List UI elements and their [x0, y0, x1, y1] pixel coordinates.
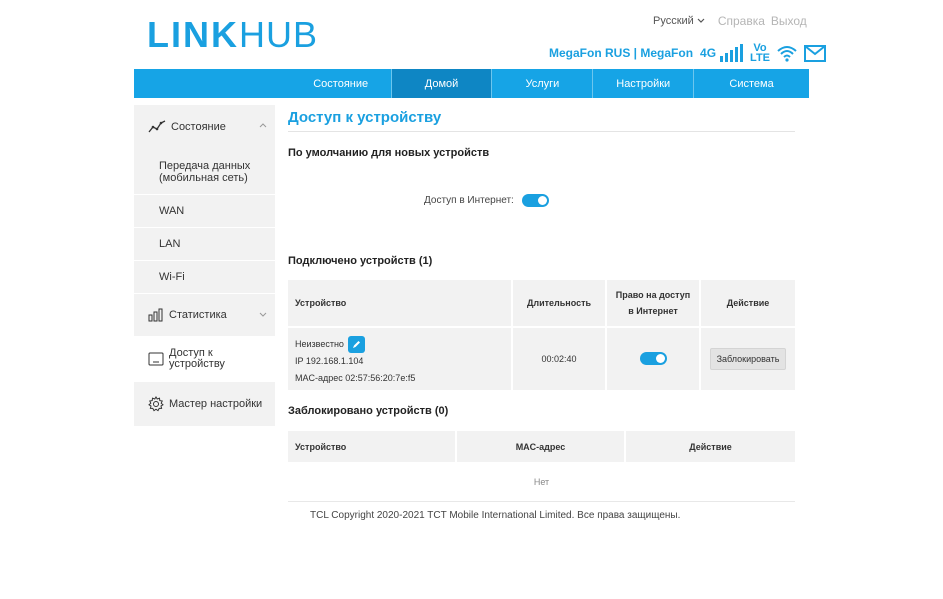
internet-access-label: Доступ в Интернет:: [424, 195, 514, 206]
tab-services[interactable]: Услуги: [492, 69, 593, 98]
blocked-empty: Нет: [288, 462, 795, 502]
trend-line-icon: [148, 120, 166, 134]
col-mac: MAC-адрес: [457, 431, 626, 462]
signal-strength-icon: [720, 44, 745, 62]
language-select[interactable]: [653, 15, 705, 27]
sidebar-item-label: Статистика: [169, 309, 227, 321]
col-device: Устройство: [288, 431, 457, 462]
page-title: Доступ к устройству: [288, 105, 795, 132]
col-action: Действие: [701, 280, 795, 326]
sidebar-item-setup-wizard[interactable]: [134, 382, 275, 426]
blocked-section-title: Заблокировано устройств (0): [288, 405, 449, 417]
blocked-devices-table: [288, 431, 795, 502]
chevron-down-icon: [259, 312, 267, 317]
bar-chart-icon: [148, 308, 164, 322]
wifi-icon: [776, 44, 798, 62]
sidebar-item-label: Мастер настройки: [169, 398, 263, 410]
sidebar: [134, 105, 275, 426]
device-duration: 00:02:40: [513, 326, 607, 390]
logo-thin: HUB: [239, 14, 319, 55]
tab-status[interactable]: Состояние: [291, 69, 392, 98]
footer-copyright: TCL Copyright 2020-2021 TCT Mobile International Limited. Все права защищены.: [310, 510, 681, 521]
sidebar-subitem-lan[interactable]: LAN: [134, 227, 275, 260]
help-link[interactable]: Справка: [717, 14, 765, 28]
tab-settings[interactable]: Настройки: [593, 69, 694, 98]
blocked-devices-table-wrap: [288, 431, 795, 502]
default-section-title: По умолчанию для новых устройств: [288, 147, 490, 159]
connected-devices-table-wrap: [288, 280, 795, 390]
sidebar-item-device-access[interactable]: [134, 336, 275, 382]
sidebar-item-status[interactable]: [134, 105, 275, 149]
internet-access-row: [424, 194, 549, 207]
language-label: Русский: [653, 15, 694, 27]
sidebar-item-statistics[interactable]: [134, 294, 275, 336]
operator-name: MegaFon RUS | MegaFon: [549, 46, 694, 60]
col-duration: Длительность: [513, 280, 607, 326]
top-links: [653, 14, 807, 28]
linkhub-logo: [147, 15, 318, 55]
table-row: [288, 462, 795, 502]
edit-pencil-icon[interactable]: [348, 336, 365, 353]
network-type: 4G: [700, 46, 717, 60]
chevron-down-icon: [697, 18, 705, 24]
device-mac: MAC-адрес 02:57:56:20:7e:f5: [295, 372, 416, 383]
block-device-button[interactable]: Заблокировать: [710, 348, 787, 370]
connected-section-title: Подключено устройств (1): [288, 255, 433, 267]
device-cell: [288, 326, 513, 390]
col-device: Устройство: [288, 280, 513, 326]
volte-top: Vo: [753, 42, 767, 54]
sidebar-subitem-wifi[interactable]: Wi-Fi: [134, 260, 275, 293]
device-internet-cell: [607, 326, 701, 390]
device-action-cell: [701, 326, 795, 390]
device-internet-toggle[interactable]: [640, 352, 667, 365]
sidebar-subitem-wan[interactable]: WAN: [134, 194, 275, 227]
volte-icon: [750, 43, 770, 63]
device-icon: [148, 352, 164, 366]
device-ip: IP 192.168.1.104: [295, 355, 364, 366]
device-name: Неизвестно: [295, 338, 344, 349]
table-row: [288, 326, 795, 390]
status-bar: [549, 40, 832, 66]
tab-home[interactable]: Домой: [392, 69, 493, 98]
logo-bold: LINK: [147, 14, 239, 55]
main-content: [288, 105, 795, 487]
default-internet-toggle[interactable]: [522, 194, 549, 207]
volte-bottom: LTE: [750, 52, 771, 64]
mail-icon[interactable]: [804, 45, 826, 62]
sidebar-item-label: Доступ к устройству: [169, 347, 225, 370]
main-nav: [134, 69, 809, 98]
tab-system[interactable]: Система: [729, 77, 774, 90]
logout-link[interactable]: Выход: [770, 14, 807, 28]
col-action: Действие: [626, 431, 795, 462]
gear-icon: [148, 396, 164, 412]
sidebar-item-label: Состояние: [171, 121, 226, 133]
chevron-up-icon: [259, 123, 267, 128]
col-internet-right: Право на доступ в Интернет: [607, 280, 701, 326]
connected-devices-table: [288, 280, 795, 390]
sidebar-subitem-mobile-data[interactable]: Передача данных (мобильная сеть): [134, 149, 275, 194]
nav-spacer: [134, 69, 291, 98]
